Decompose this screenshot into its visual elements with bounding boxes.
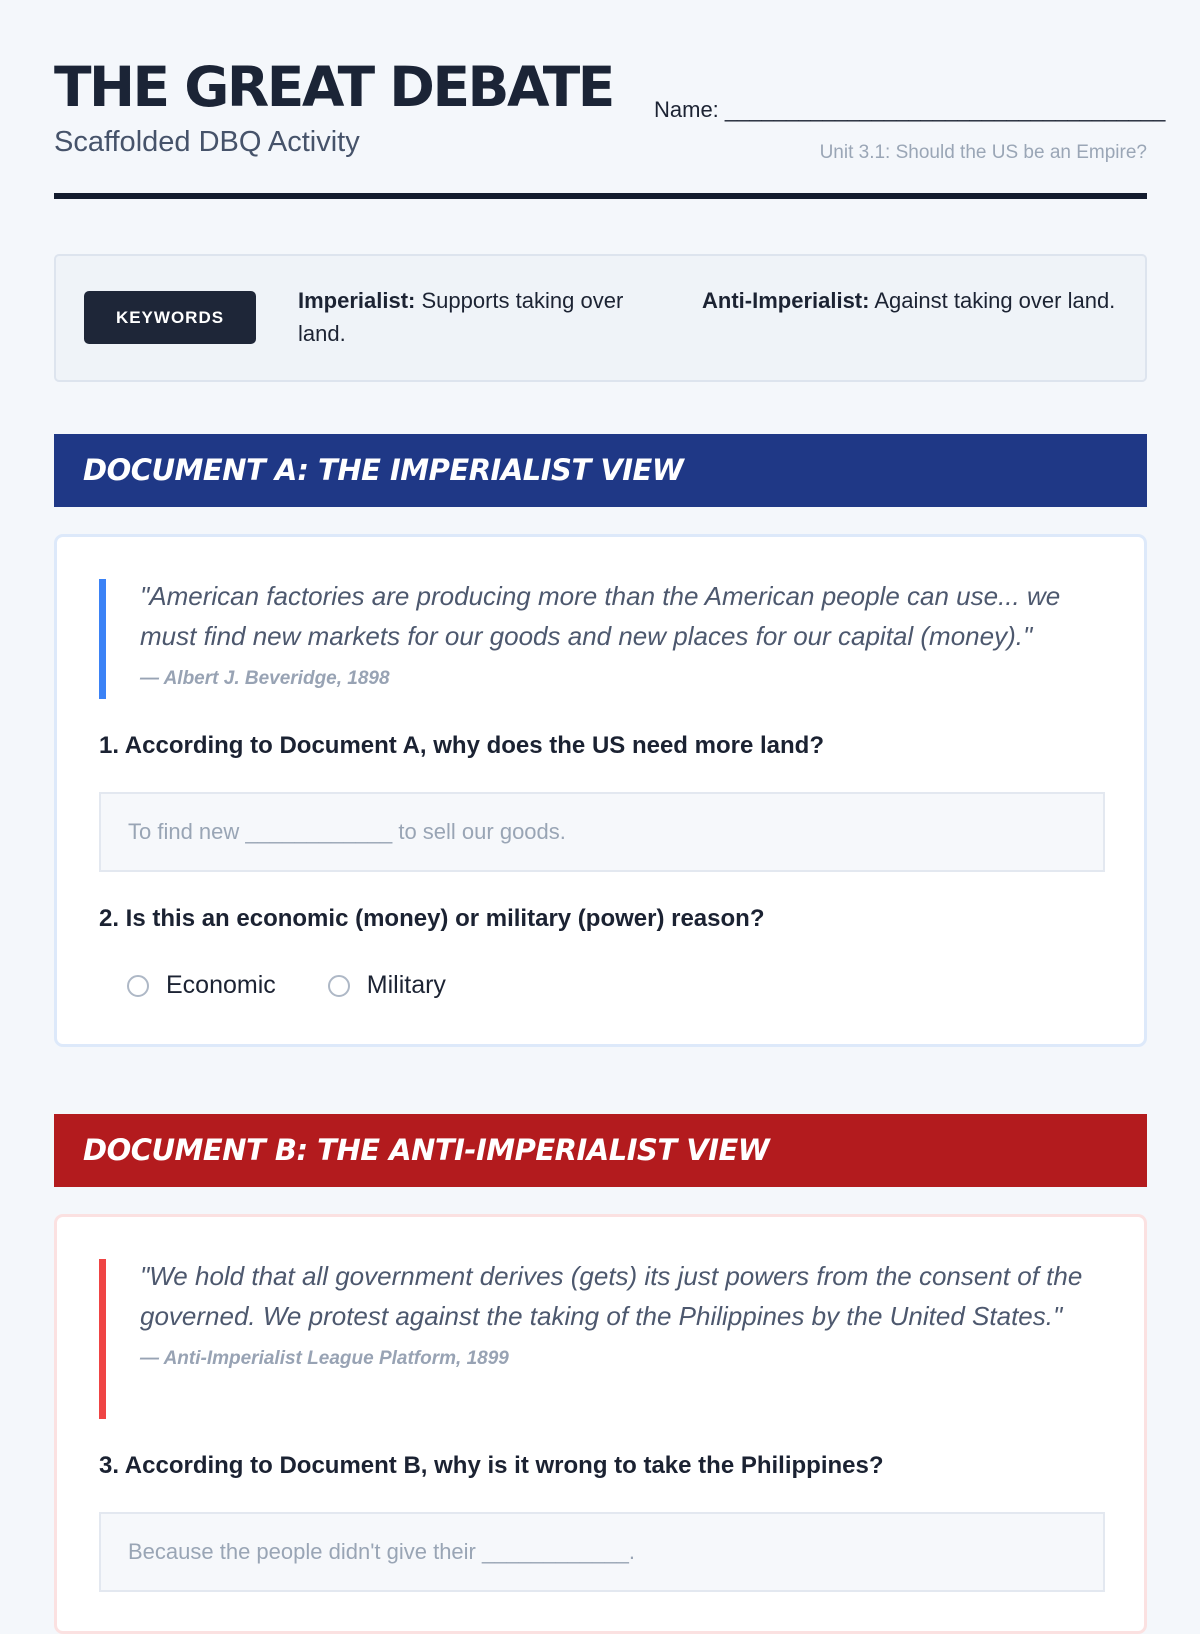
question-3: 3. According to Document B, why is it wrong to take the Philippines?: [99, 1452, 884, 1479]
keyword-term: Anti-Imperialist:: [702, 288, 870, 313]
keyword-term: Imperialist:: [298, 288, 416, 313]
quote-source: — Albert J. Beveridge, 1898: [140, 668, 390, 689]
keywords-badge: KEYWORDS: [84, 291, 256, 344]
question-3-answer-field[interactable]: Because the people didn't give their ____________.: [99, 1512, 1105, 1592]
option-label: Economic: [166, 971, 276, 999]
unit-label: Unit 3.1: Should the US be an Empire?: [819, 142, 1147, 163]
document-a-quote: [99, 579, 1099, 699]
radio-circle-icon[interactable]: [328, 975, 350, 997]
question-1: 1. According to Document A, why does the US need more land?: [99, 732, 824, 759]
document-b-quote: [99, 1259, 1099, 1419]
header-divider: [54, 193, 1147, 199]
option-economic[interactable]: [127, 971, 276, 1000]
question-1-answer-field[interactable]: To find new ____________ to sell our goods.: [99, 792, 1105, 872]
document-b-heading: DOCUMENT B: THE ANTI-IMPERIALIST VIEW: [54, 1114, 1147, 1187]
document-a-card: [54, 534, 1147, 1047]
document-b-card: [54, 1214, 1147, 1634]
worksheet-page: [54, 0, 1166, 1564]
keyword-imperialist: [298, 284, 668, 350]
radio-circle-icon[interactable]: [127, 975, 149, 997]
page-title: THE GREAT DEBATE: [54, 55, 613, 119]
question-2: 2. Is this an economic (money) or military (power) reason?: [99, 905, 765, 932]
page-subtitle: Scaffolded DBQ Activity: [54, 126, 360, 158]
quote-text: "American factories are producing more than the American people can use... we must find new markets for our goods and new places for our capital (money).": [140, 581, 1061, 651]
keyword-definition: Against taking over land.: [869, 288, 1116, 313]
name-field[interactable]: Name: ____________________________________: [654, 97, 1166, 122]
option-label: Military: [366, 971, 446, 999]
keyword-definition: Supports taking over land.: [298, 288, 624, 346]
question-2-options: [127, 971, 498, 1000]
option-military[interactable]: [328, 971, 446, 1000]
quote-source: — Anti-Imperialist League Platform, 1899: [140, 1348, 509, 1369]
keyword-anti-imperialist: [702, 284, 1122, 317]
quote-text: "We hold that all government derives (gets) its just powers from the consent of the governed. We protest against the taking of the Philippines by the United States.": [140, 1261, 1083, 1331]
document-a-heading: DOCUMENT A: THE IMPERIALIST VIEW: [54, 434, 1147, 507]
worksheet-header: [54, 0, 1166, 200]
keywords-box: [54, 254, 1147, 382]
